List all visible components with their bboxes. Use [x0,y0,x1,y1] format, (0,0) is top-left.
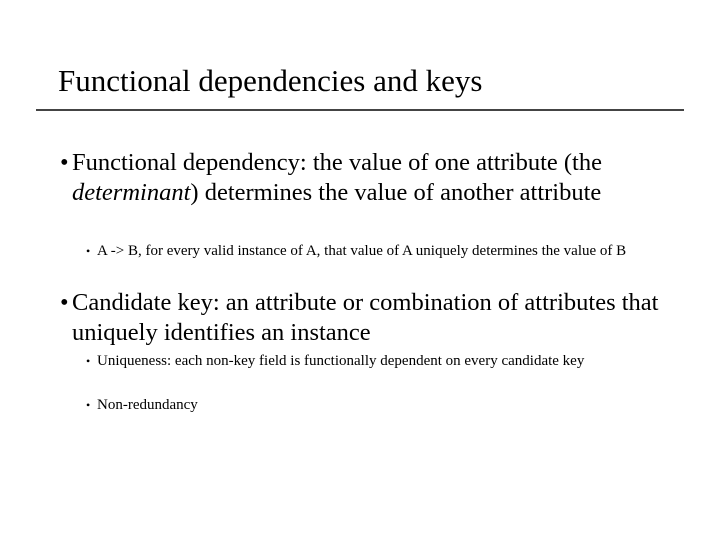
bullet-text: Candidate key: an attribute or combination of attributes that uniquely identifies an instance [72,289,659,346]
subbullet-uniqueness [86,352,666,371]
bullet-icon: • [60,289,69,316]
determinant-term: determinant [72,178,191,206]
bullet-text-start: Functional dependency: the value of one attribute (the [72,149,602,176]
slide-title: Functional dependencies and keys [58,63,483,98]
subbullet-text: Uniqueness: each non-key field is functionally dependent on every candidate key [97,353,585,369]
bullet-icon: • [60,149,69,176]
bullet-functional-dependency [60,148,660,207]
title-divider [36,109,684,111]
subbullet-text: Non-redundancy [97,397,198,413]
bullet-candidate-key [60,288,660,347]
bullet-text [60,148,660,207]
subbullet-icon: • [86,244,91,258]
bullet-text-end: ) determines the value of another attribute [190,178,602,206]
subbullet-fd-definition [86,242,666,261]
subbullet-icon: • [86,398,91,412]
subbullet-non-redundancy [86,396,666,415]
subbullet-text: A -> B, for every valid instance of A, that value of A uniquely determines the value of B [97,243,627,259]
subbullet-icon: • [86,354,91,368]
